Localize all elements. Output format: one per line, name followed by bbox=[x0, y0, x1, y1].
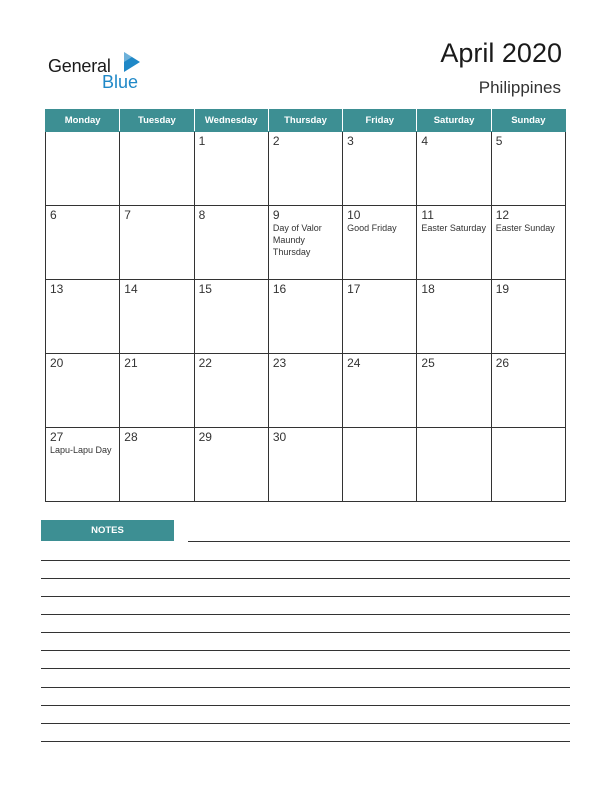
calendar-day-cell[interactable] bbox=[491, 132, 565, 206]
day-number: 9 bbox=[272, 208, 280, 222]
holiday-label: Maundy Thursday bbox=[272, 235, 311, 257]
day-number: 26 bbox=[495, 356, 510, 370]
calendar-day-cell[interactable] bbox=[120, 206, 194, 280]
day-number: 16 bbox=[272, 282, 287, 296]
calendar-day-cell[interactable] bbox=[343, 354, 417, 428]
logo-text-blue: Blue bbox=[102, 72, 139, 92]
calendar-week-row bbox=[46, 206, 566, 280]
day-number: 21 bbox=[124, 356, 138, 370]
calendar-day-cell[interactable] bbox=[343, 280, 417, 354]
notes-header: NOTES bbox=[41, 520, 174, 541]
calendar-day-cell[interactable] bbox=[46, 428, 120, 502]
day-number: 25 bbox=[421, 356, 435, 370]
note-line[interactable] bbox=[188, 541, 570, 542]
note-line[interactable] bbox=[41, 614, 570, 615]
day-number: 30 bbox=[272, 430, 287, 444]
weekday-header: Thursday bbox=[268, 110, 342, 132]
weekday-header: Friday bbox=[343, 110, 417, 132]
calendar-day-cell[interactable] bbox=[417, 280, 491, 354]
logo-text-general: General bbox=[48, 56, 111, 76]
day-number: 10 bbox=[347, 208, 361, 222]
calendar-day-cell[interactable] bbox=[268, 354, 342, 428]
generalblue-logo bbox=[48, 52, 148, 92]
calendar-day-cell[interactable] bbox=[417, 428, 491, 502]
calendar-day-cell[interactable] bbox=[268, 428, 342, 502]
calendar-day-cell[interactable] bbox=[417, 132, 491, 206]
note-line[interactable] bbox=[41, 596, 570, 597]
calendar-day-cell[interactable] bbox=[343, 132, 417, 206]
day-number: 5 bbox=[495, 134, 503, 148]
calendar-day-cell[interactable] bbox=[194, 280, 268, 354]
day-number: 28 bbox=[124, 430, 138, 444]
calendar-day-cell[interactable] bbox=[46, 354, 120, 428]
calendar-day-cell[interactable] bbox=[120, 280, 194, 354]
calendar-day-cell[interactable] bbox=[120, 354, 194, 428]
note-line[interactable] bbox=[41, 560, 570, 561]
weekday-header: Wednesday bbox=[194, 110, 268, 132]
day-number: 23 bbox=[272, 356, 287, 370]
country-label: Philippines bbox=[478, 78, 561, 97]
note-line[interactable] bbox=[41, 578, 570, 579]
day-number: 8 bbox=[198, 208, 206, 222]
calendar-day-cell[interactable] bbox=[491, 428, 565, 502]
calendar-week-row bbox=[46, 280, 566, 354]
weekday-header: Monday bbox=[46, 110, 120, 132]
calendar-day-cell[interactable] bbox=[194, 428, 268, 502]
note-line[interactable] bbox=[41, 650, 570, 651]
note-line[interactable] bbox=[41, 723, 570, 724]
day-number: 11 bbox=[421, 208, 434, 222]
day-number: 12 bbox=[495, 208, 510, 222]
calendar-day-cell[interactable] bbox=[268, 132, 342, 206]
calendar-day-cell[interactable] bbox=[343, 428, 417, 502]
day-number: 19 bbox=[495, 282, 510, 296]
day-number: 29 bbox=[198, 430, 212, 444]
day-number: 18 bbox=[421, 282, 435, 296]
calendar-day-cell[interactable] bbox=[491, 354, 565, 428]
calendar-week-row bbox=[46, 354, 566, 428]
calendar-day-cell[interactable] bbox=[417, 206, 491, 280]
holiday-label: Easter Sunday bbox=[495, 223, 555, 233]
calendar-day-cell[interactable] bbox=[120, 428, 194, 502]
holiday-label: Day of Valor bbox=[272, 223, 322, 233]
day-number: 2 bbox=[272, 134, 280, 148]
note-line[interactable] bbox=[41, 668, 570, 669]
day-number: 7 bbox=[124, 208, 131, 222]
day-number: 15 bbox=[198, 282, 212, 296]
holiday-label: Easter Saturday bbox=[421, 223, 486, 233]
weekday-header: Sunday bbox=[491, 110, 565, 132]
calendar-grid bbox=[45, 109, 566, 502]
calendar-day-cell[interactable] bbox=[268, 206, 342, 280]
calendar-day-cell[interactable] bbox=[194, 132, 268, 206]
calendar-day-cell[interactable] bbox=[194, 206, 268, 280]
holiday-label: Good Friday bbox=[347, 223, 397, 233]
calendar-day-cell[interactable] bbox=[46, 206, 120, 280]
logo-triangle-icon bbox=[124, 52, 140, 72]
calendar-day-cell[interactable] bbox=[268, 280, 342, 354]
calendar-day-cell[interactable] bbox=[46, 132, 120, 206]
weekday-header-row bbox=[46, 110, 566, 132]
note-line[interactable] bbox=[41, 741, 570, 742]
day-number: 1 bbox=[198, 134, 206, 148]
calendar-day-cell[interactable] bbox=[491, 280, 565, 354]
day-number: 13 bbox=[50, 282, 64, 296]
calendar-day-cell[interactable] bbox=[417, 354, 491, 428]
calendar-day-cell[interactable] bbox=[491, 206, 565, 280]
page-title: April 2020 bbox=[440, 38, 562, 68]
calendar-body bbox=[46, 132, 566, 502]
day-number: 22 bbox=[198, 356, 212, 370]
day-number: 14 bbox=[124, 282, 138, 296]
day-number: 24 bbox=[347, 356, 361, 370]
holiday-label: Lapu-Lapu Day bbox=[50, 445, 112, 455]
calendar-week-row bbox=[46, 132, 566, 206]
note-line[interactable] bbox=[41, 705, 570, 706]
weekday-header: Saturday bbox=[417, 110, 491, 132]
day-number: 17 bbox=[347, 282, 361, 296]
calendar-day-cell[interactable] bbox=[120, 132, 194, 206]
calendar-day-cell[interactable] bbox=[343, 206, 417, 280]
note-line[interactable] bbox=[41, 687, 570, 688]
day-number: 6 bbox=[50, 208, 57, 222]
calendar-day-cell[interactable] bbox=[194, 354, 268, 428]
calendar-day-cell[interactable] bbox=[46, 280, 120, 354]
calendar-week-row bbox=[46, 428, 566, 502]
day-number: 20 bbox=[50, 356, 64, 370]
day-number: 4 bbox=[421, 134, 429, 148]
weekday-header: Tuesday bbox=[120, 110, 194, 132]
day-number: 3 bbox=[347, 134, 354, 148]
note-line[interactable] bbox=[41, 632, 570, 633]
day-number: 27 bbox=[50, 430, 64, 444]
